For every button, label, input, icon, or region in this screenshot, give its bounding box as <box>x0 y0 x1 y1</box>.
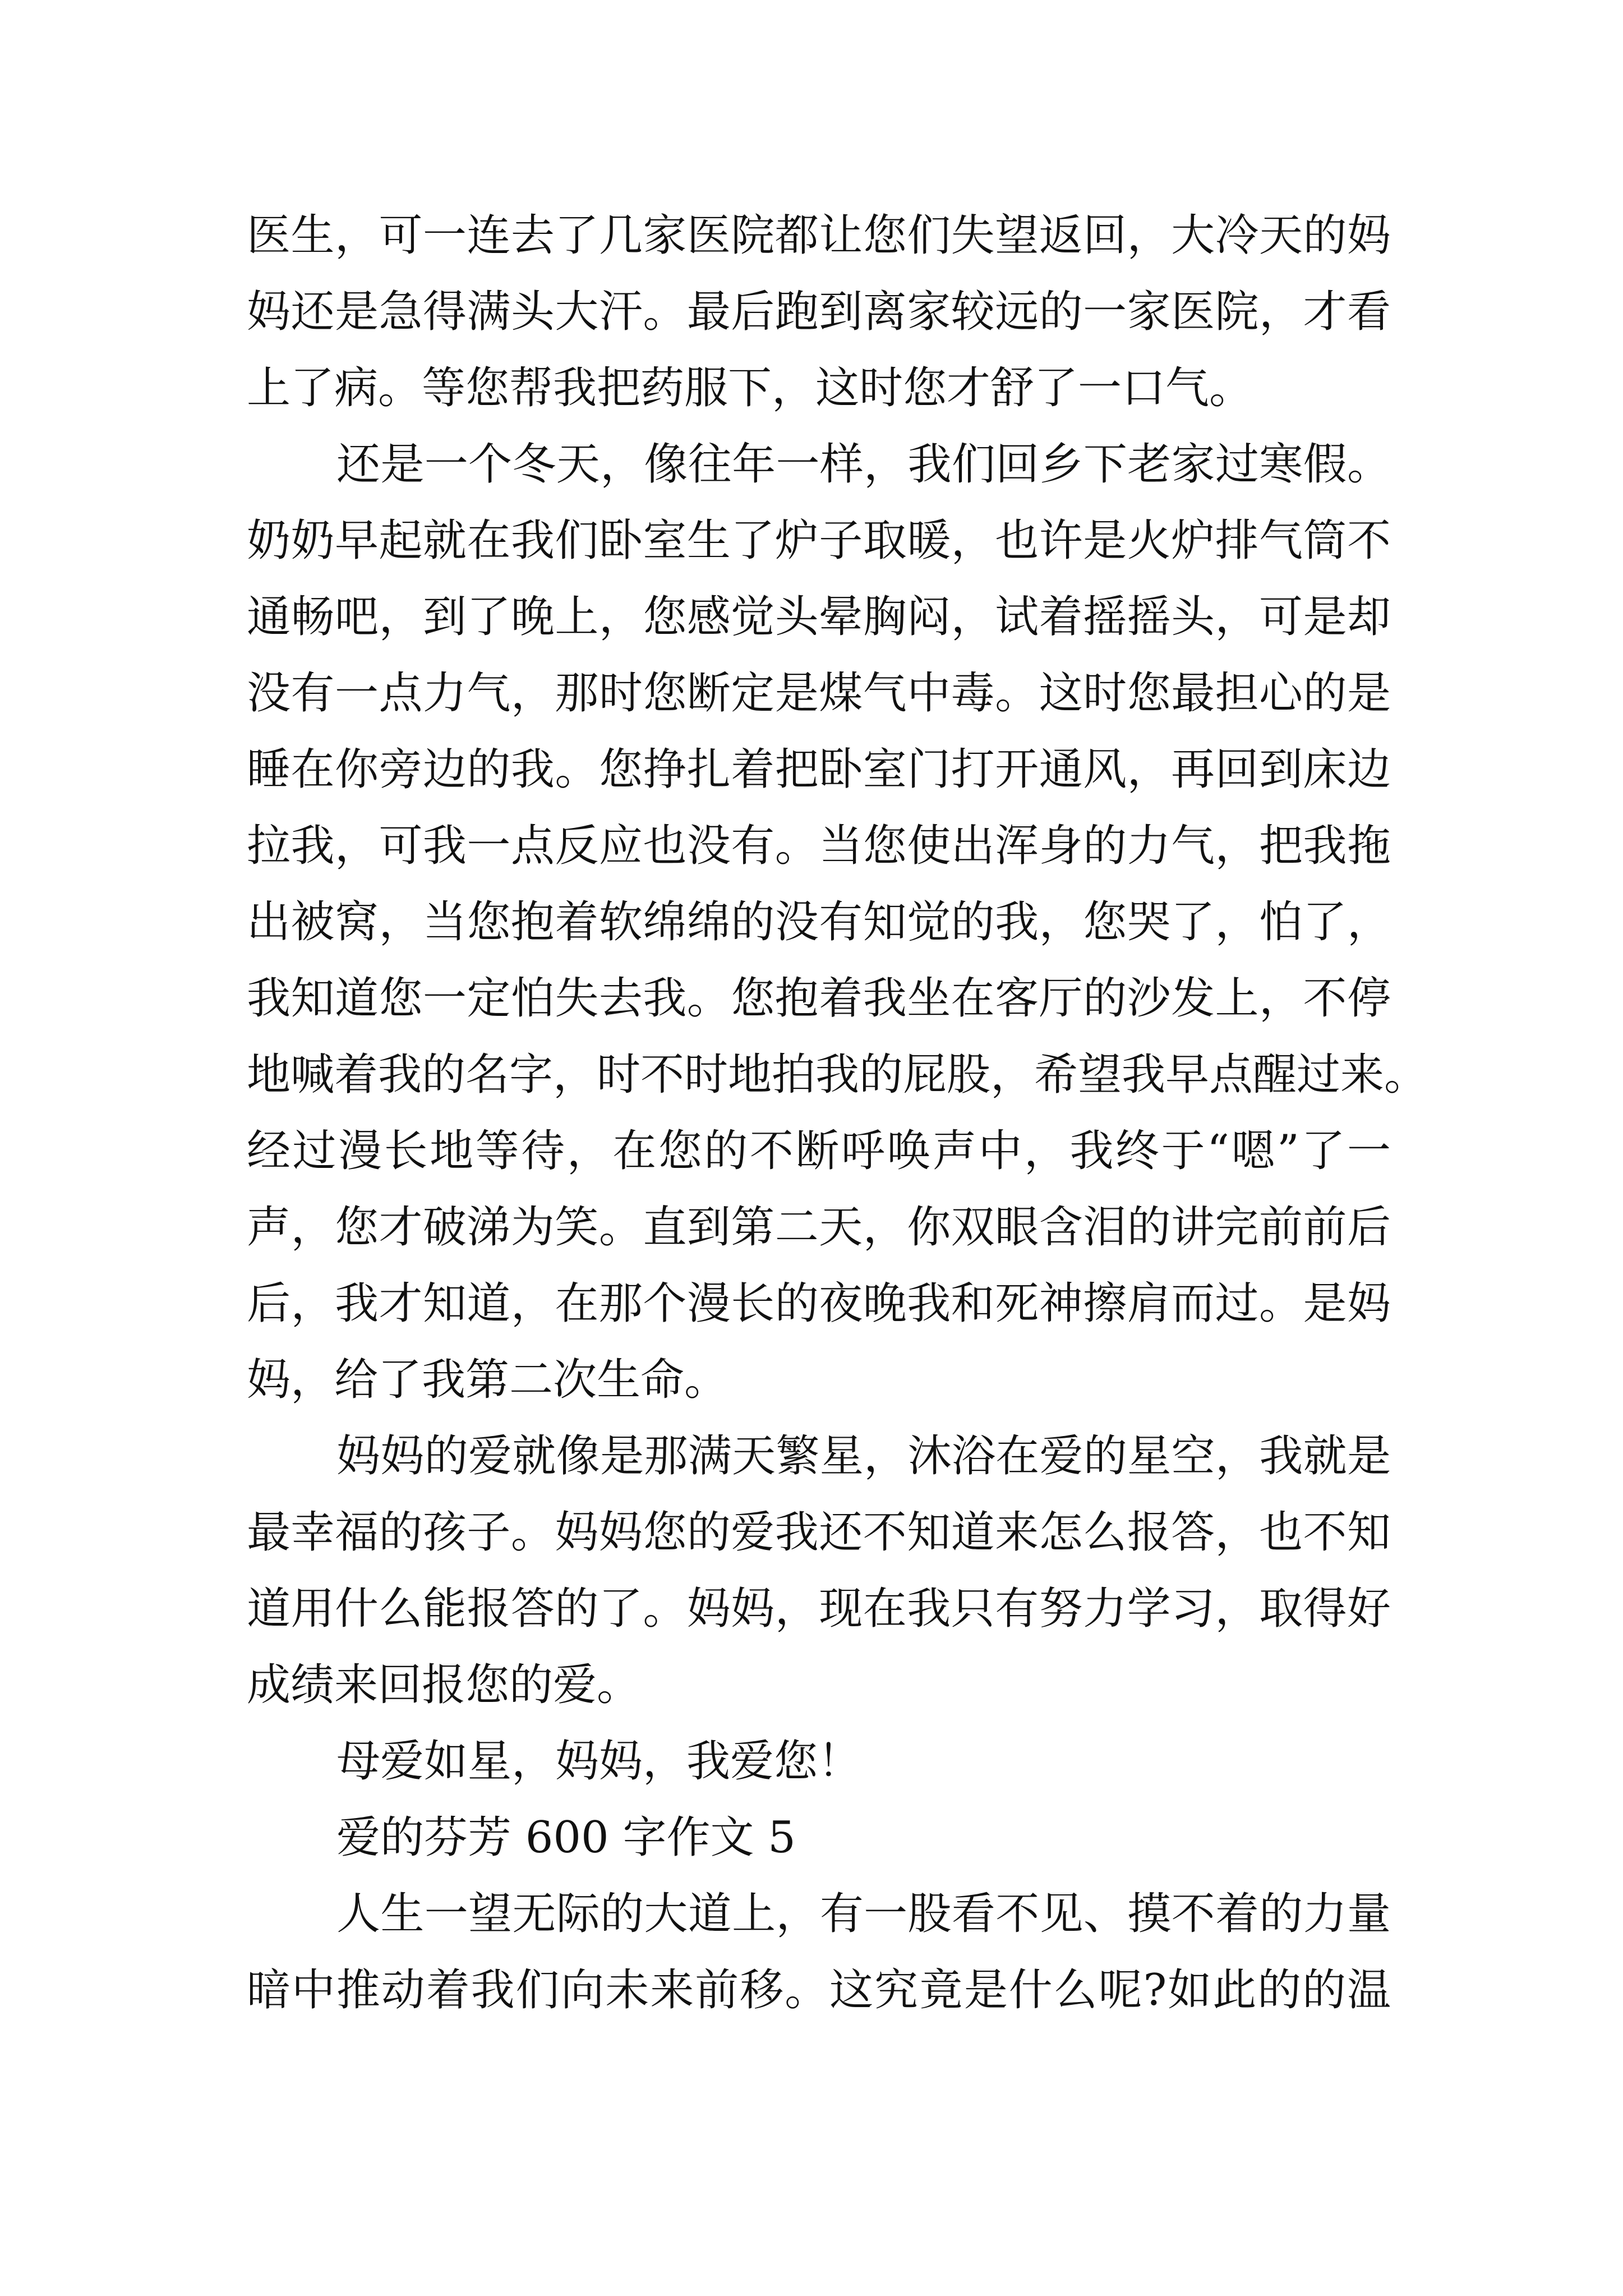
text-line: 睡在你旁边的我。您挣扎着把卧室门打开通风，再回到床边 <box>247 744 1391 795</box>
text-line: 出被窝，当您抱着软绵绵的没有知觉的我，您哭了，怕了， <box>247 897 1391 947</box>
text-line: 医生，可一连去了几家医院都让您们失望返回，大冷天的妈 <box>247 210 1391 261</box>
text-line: 妈，给了我第二次生命。 <box>247 1355 728 1405</box>
text-line: 道用什么能报答的了。妈妈，现在我只有努力学习，取得好 <box>247 1584 1391 1634</box>
text-line: 拉我，可我一点反应也没有。当您使出浑身的力气，把我拖 <box>247 821 1391 871</box>
text-line: 母爱如星，妈妈，我爱您！ <box>336 1736 862 1787</box>
text-line: 还是一个冬天，像往年一样，我们回乡下老家过寒假。 <box>336 439 1391 490</box>
text-line: 最幸福的孩子。妈妈您的爱我还不知道来怎么报答，也不知 <box>247 1507 1391 1558</box>
text-line: 妈还是急得满头大汗。最后跑到离家较远的一家医院，才看 <box>247 287 1391 337</box>
text-line: 成绩来回报您的爱。 <box>247 1660 641 1710</box>
text-line: 经过漫长地等待，在您的不断呼唤声中，我终于“嗯”了一 <box>247 1126 1391 1176</box>
text-line: 妈妈的爱就像是那满天繁星，沐浴在爱的星空，我就是 <box>336 1431 1391 1481</box>
text-line: 后，我才知道，在那个漫长的夜晚我和死神擦肩而过。是妈 <box>247 1278 1391 1329</box>
text-line: 奶奶早起就在我们卧室生了炉子取暖，也许是火炉排气筒不 <box>247 516 1391 566</box>
text-line: 人生一望无际的大道上，有一股看不见、摸不着的力量 <box>336 1889 1391 1939</box>
text-line: 没有一点力气，那时您断定是煤气中毒。这时您最担心的是 <box>247 668 1391 719</box>
text-line: 通畅吧，到了晚上，您感觉头晕胸闷，试着摇摇头，可是却 <box>247 592 1391 642</box>
text-line: 声，您才破涕为笑。直到第二天，你双眼含泪的讲完前前后 <box>247 1202 1391 1253</box>
text-line: 上了病。等您帮我把药服下，这时您才舒了一口气。 <box>247 363 1253 413</box>
text-line: 暗中推动着我们向未来前移。这究竟是什么呢?如此的的温 <box>247 1965 1391 2016</box>
text-line: 爱的芬芳 600 字作文 5 <box>336 1812 796 1863</box>
text-line: 我知道您一定怕失去我。您抱着我坐在客厅的沙发上，不停 <box>247 973 1391 1024</box>
essay-body <box>247 197 1428 2028</box>
text-line: 地喊着我的名字，时不时地拍我的屁股，希望我早点醒过来。 <box>247 1050 1428 1100</box>
